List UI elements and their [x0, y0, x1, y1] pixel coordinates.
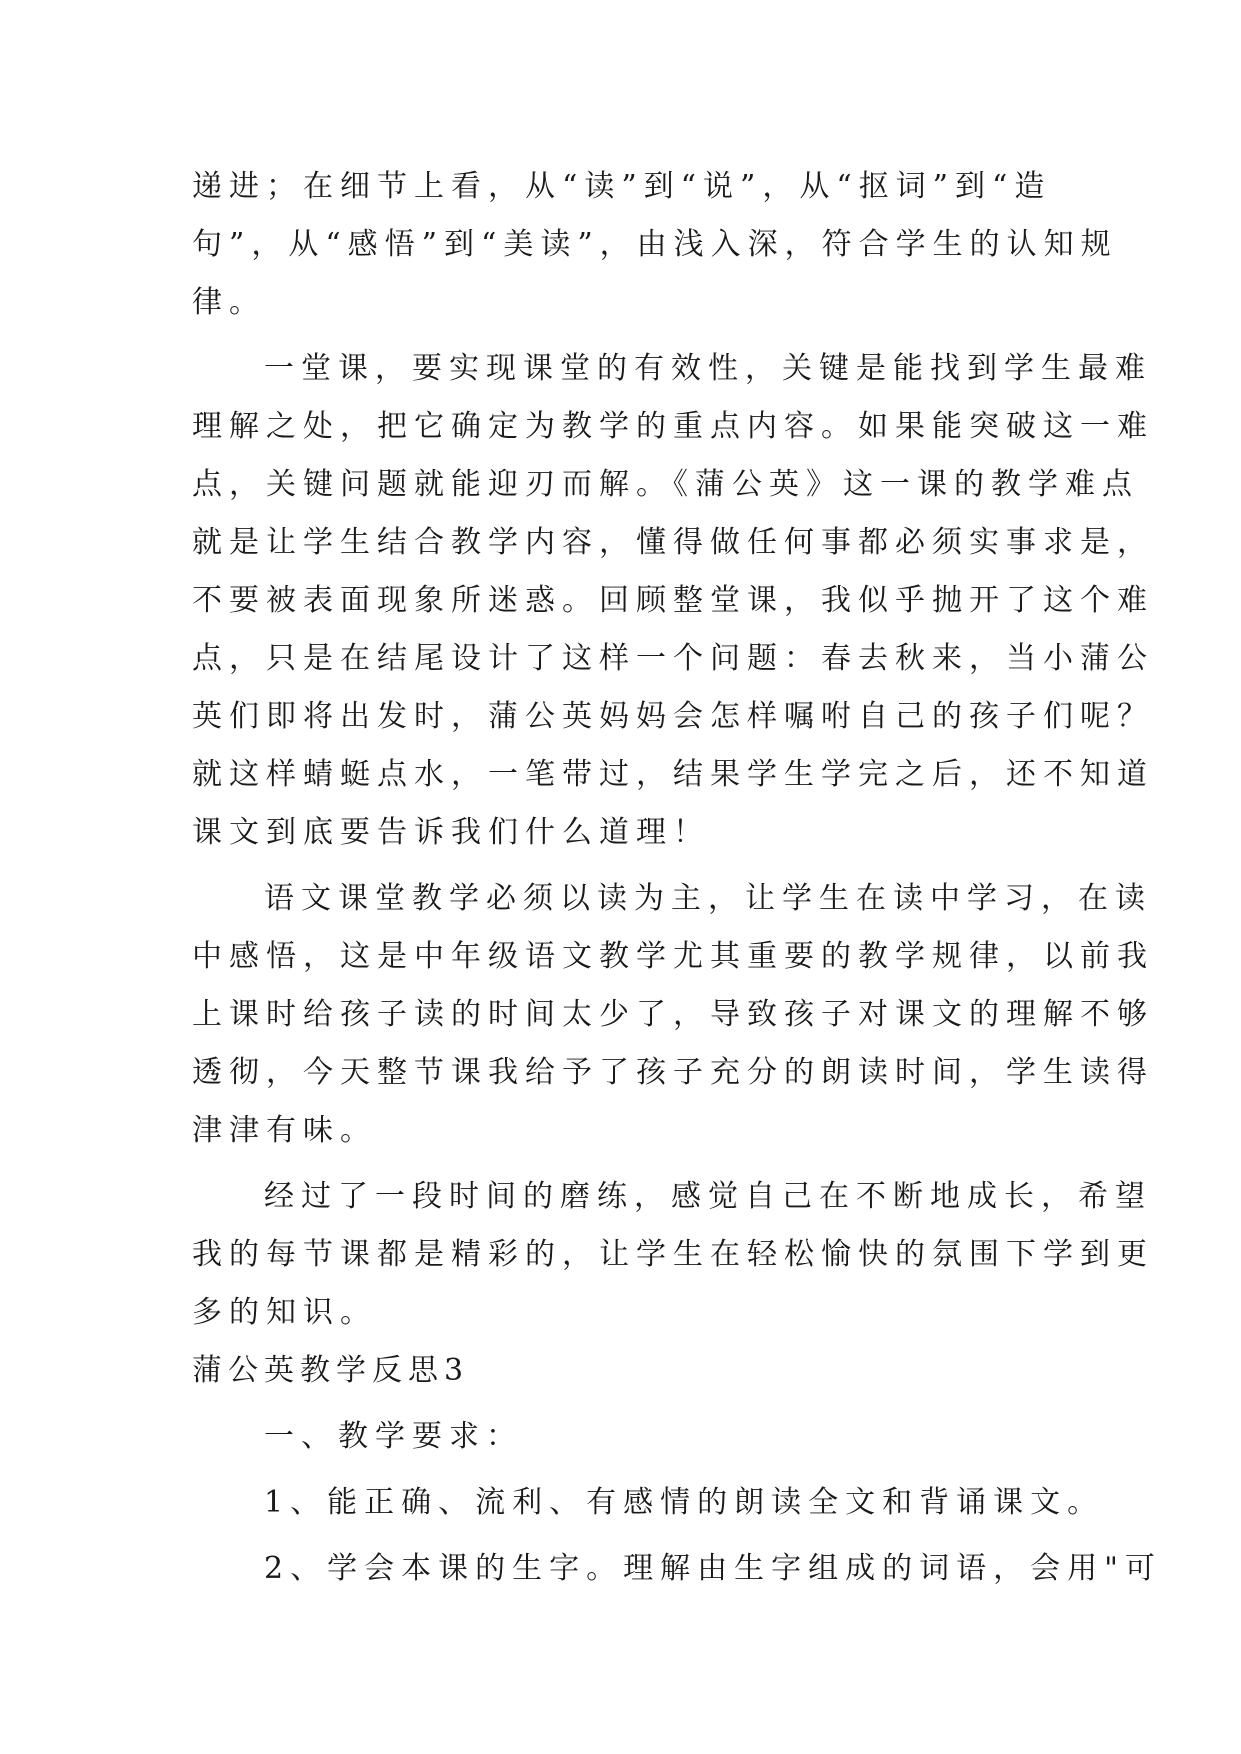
- text-line: 我的每节课都是精彩的，让学生在轻松愉快的氛围下学到更: [192, 1237, 1154, 1272]
- text-line: 不要被表面现象所迷惑。回顾整堂课，我似乎抛开了这个难: [192, 583, 1154, 618]
- list-item: 1、能正确、流利、有感情的朗读全文和背诵课文。: [264, 1485, 1105, 1520]
- text-line: 理解之处，把它确定为教学的重点内容。如果能突破这一难: [192, 409, 1154, 444]
- text-line: 句”，从“感悟”到“美读”，由浅入深，符合学生的认知规: [192, 227, 1118, 262]
- text-line: 上课时给孩子读的时间太少了，导致孩子对课文的理解不够: [192, 997, 1154, 1032]
- text-line: 经过了一段时间的磨练，感觉自己在不断地成长，希望: [264, 1179, 1152, 1214]
- document-body: [192, 158, 1162, 1598]
- text-line: 英们即将出发时，蒲公英妈妈会怎样嘱咐自己的孩子们呢？: [192, 699, 1154, 734]
- text-line: 递进；在细节上看，从“读”到“说”，从“抠词”到“造: [192, 169, 1052, 204]
- text-line: 就这样蜻蜓点水，一笔带过，结果学生学完之后，还不知道: [192, 757, 1154, 792]
- text-line: 透彻，今天整节课我给予了孩子充分的朗读时间，学生读得: [192, 1055, 1154, 1090]
- text-line: 中感悟，这是中年级语文教学尤其重要的教学规律，以前我: [192, 939, 1154, 974]
- paragraph-continuation: [192, 158, 1118, 332]
- text-line: 一堂课，要实现课堂的有效性，关键是能找到学生最难: [264, 351, 1152, 386]
- text-line: 律。: [192, 285, 266, 320]
- list-item: 2、学会本课的生字。理解由生字组成的词语，会用"可: [264, 1551, 1162, 1586]
- list-item: 一、教学要求：: [264, 1419, 523, 1454]
- text-line: 就是让学生结合教学内容，懂得做任何事都必须实事求是，: [192, 525, 1154, 560]
- text-line: 点，关键问题就能迎刃而解。《蒲公英》这一课的教学难点: [192, 467, 1139, 502]
- text-line: 点，只是在结尾设计了这样一个问题：春去秋来，当小蒲公: [192, 641, 1154, 676]
- text-line: 课文到底要告诉我们什么道理！: [192, 815, 710, 850]
- text-line: 语文课堂教学必须以读为主，让学生在读中学习，在读: [264, 881, 1152, 916]
- paragraph-growth: [192, 1168, 1154, 1342]
- section-title: 蒲公英教学反思3: [192, 1353, 470, 1388]
- text-line: 多的知识。: [192, 1295, 377, 1330]
- paragraph-effective-class: [192, 340, 1154, 862]
- paragraph-reading-focus: [192, 870, 1154, 1160]
- text-line: 津津有味。: [192, 1113, 377, 1148]
- section-list: [192, 1408, 1162, 1598]
